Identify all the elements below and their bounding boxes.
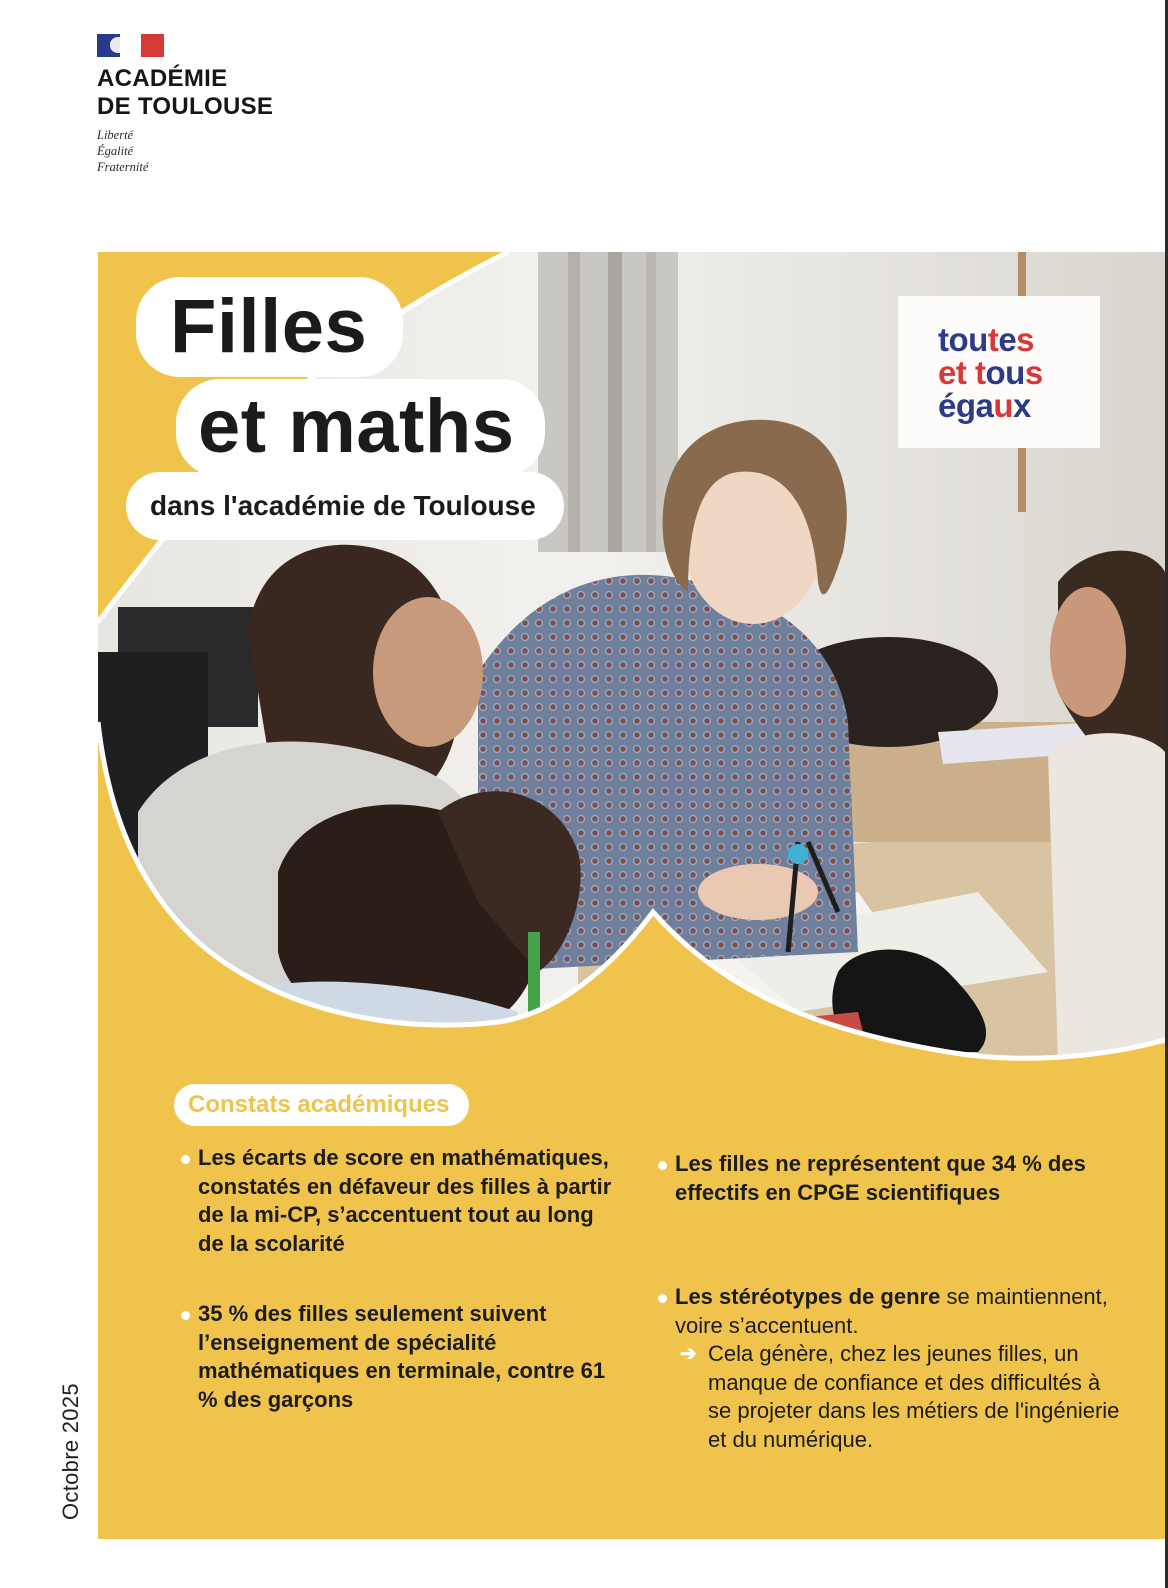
publication-date: Octobre 2025: [58, 1383, 83, 1520]
bullet-icon: [658, 1294, 667, 1303]
marianne-flag-icon: [97, 34, 164, 57]
academie-logo: [97, 34, 273, 175]
bullet-icon: [181, 1311, 190, 1320]
hero-panel: [98, 252, 1165, 1539]
title-line-2: et maths: [176, 379, 545, 477]
constat-item: Les filles ne représentent que 34 % des effectifs en CPGE scientifiques: [655, 1150, 1125, 1207]
badge-line-1: toutes: [938, 320, 1035, 358]
constat-subitem: ➔ Cela génère, chez les jeunes filles, un manque de confiance et des difficultés à se projeter dans les métiers de l'ingénierie et du numérique.: [680, 1341, 1120, 1452]
badge-line-2: et tous: [938, 353, 1043, 391]
constats-left-column: [178, 1144, 618, 1414]
bullet-icon: [658, 1161, 667, 1170]
constat-item: Les écarts de score en mathématiques, constatés en défaveur des filles à partir de la mi-CP, s’accentuent tout au long de la scolarité: [178, 1144, 618, 1258]
toutes-et-tous-egaux-badge: [898, 296, 1100, 448]
constats-heading: Constats académiques: [174, 1084, 469, 1126]
badge-line-3: égaux: [938, 386, 1031, 424]
logo-title: ACADÉMIE DE TOULOUSE: [97, 65, 274, 120]
republic-motto: Liberté Égalité Fraternité: [97, 128, 149, 174]
constat-item: 35 % des filles seulement suivent l’enseignement de spécialité mathématiques en terminale, contre 61 % des garçons: [178, 1300, 618, 1414]
constat-item: Les stéréotypes de genre se maintiennent, voire s’accentuent. ➔ Cela génère, chez les jeunes filles, un manque de confiance et des difficultés à se projeter dans les métiers de l'ingénierie et du numérique.: [655, 1283, 1125, 1454]
subtitle: dans l'académie de Toulouse: [126, 472, 564, 540]
bullet-icon: [181, 1155, 190, 1164]
arrow-right-icon: ➔: [680, 1343, 697, 1365]
constats-right-column: [655, 1150, 1125, 1454]
title-line-1: Filles: [136, 277, 403, 377]
